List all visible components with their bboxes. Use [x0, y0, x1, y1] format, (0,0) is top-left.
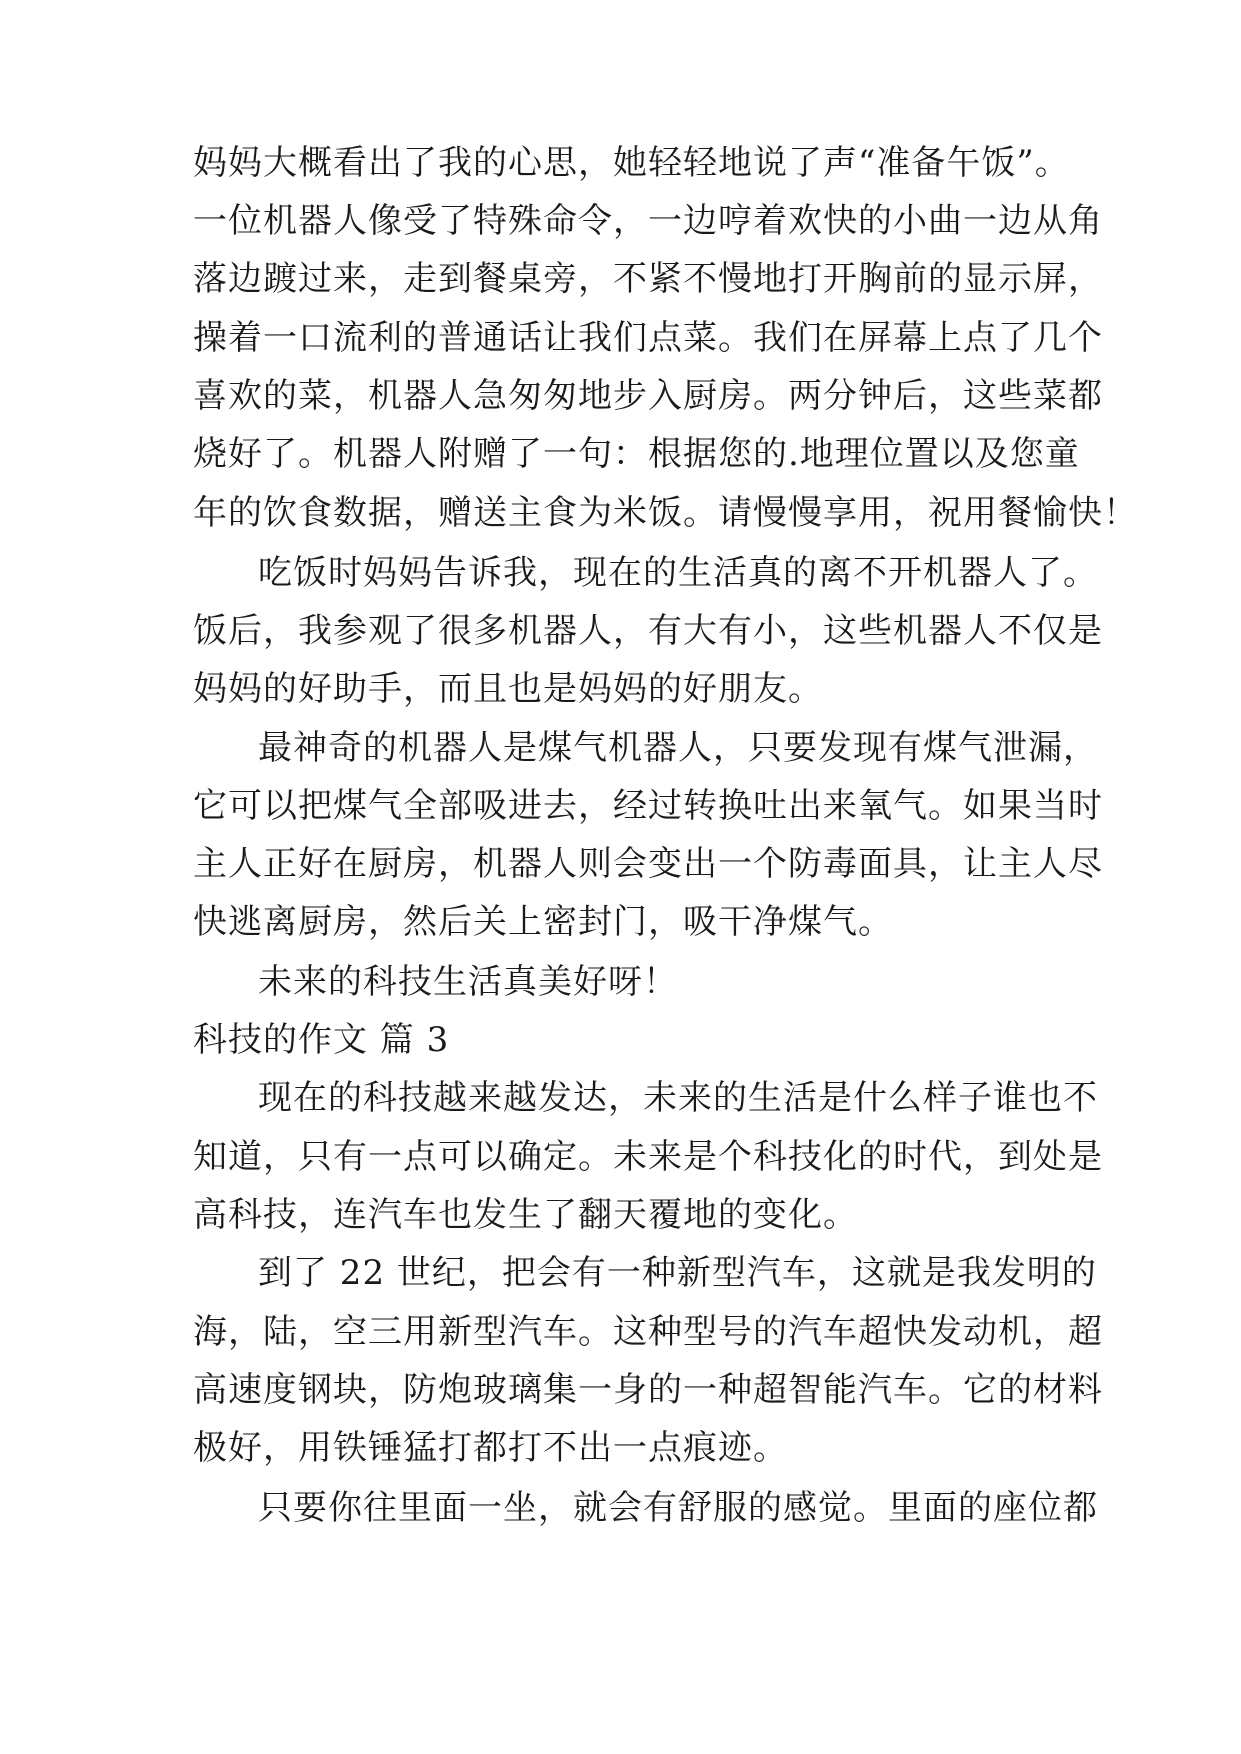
text-line: 操着一口流利的普通话让我们点菜。我们在屏幕上点了几个: [193, 318, 1103, 358]
text-line: 落边踱过来，走到餐桌旁，不紧不慢地打开胸前的显示屏，: [193, 259, 1103, 299]
text-line: 喜欢的菜，机器人急匆匆地步入厨房。两分钟后，这些菜都: [193, 376, 1103, 416]
text-line: 未来的科技生活真美好呀！: [258, 962, 678, 1002]
text-line: 一位机器人像受了特殊命令，一边哼着欢快的小曲一边从角: [193, 201, 1103, 241]
text-line: 它可以把煤气全部吸进去，经过转换吐出来氧气。如果当时: [193, 786, 1103, 826]
text-line: 主人正好在厨房，机器人则会变出一个防毒面具，让主人尽: [193, 844, 1103, 884]
text-line: 高速度钢块，防炮玻璃集一身的一种超智能汽车。它的材料: [193, 1370, 1103, 1410]
text-line: 知道，只有一点可以确定。未来是个科技化的时代，到处是: [193, 1137, 1103, 1177]
text-line: 只要你往里面一坐，就会有舒服的感觉。里面的座位都: [258, 1488, 1098, 1528]
text-line: 极好，用铁锤猛打都打不出一点痕迹。: [193, 1428, 788, 1468]
text-line: 高科技，连汽车也发生了翻天覆地的变化。: [193, 1195, 858, 1235]
text-line: 年的饮食数据，赠送主食为米饭。请慢慢享用，祝用餐愉快！: [193, 493, 1138, 533]
section-heading: 科技的作文 篇 3: [193, 1020, 450, 1060]
text-line: 吃饭时妈妈告诉我，现在的生活真的离不开机器人了。: [258, 553, 1098, 593]
text-line: 最神奇的机器人是煤气机器人，只要发现有煤气泄漏，: [258, 728, 1098, 768]
text-line: 饭后，我参观了很多机器人，有大有小，这些机器人不仅是: [193, 611, 1103, 651]
text-line: 妈妈大概看出了我的心思，她轻轻地说了声“准备午饭”。: [193, 143, 1070, 183]
text-line: 妈妈的好助手，而且也是妈妈的好朋友。: [193, 669, 823, 709]
text-line: 烧好了。机器人附赠了一句：根据您的.地理位置以及您童: [193, 434, 1080, 474]
text-line: 现在的科技越来越发达，未来的生活是什么样子谁也不: [258, 1078, 1098, 1118]
text-line: 到了 22 世纪，把会有一种新型汽车，这就是我发明的: [258, 1253, 1097, 1293]
text-line: 快逃离厨房，然后关上密封门，吸干净煤气。: [193, 902, 893, 942]
text-line: 海，陆，空三用新型汽车。这种型号的汽车超快发动机，超: [193, 1312, 1103, 1352]
